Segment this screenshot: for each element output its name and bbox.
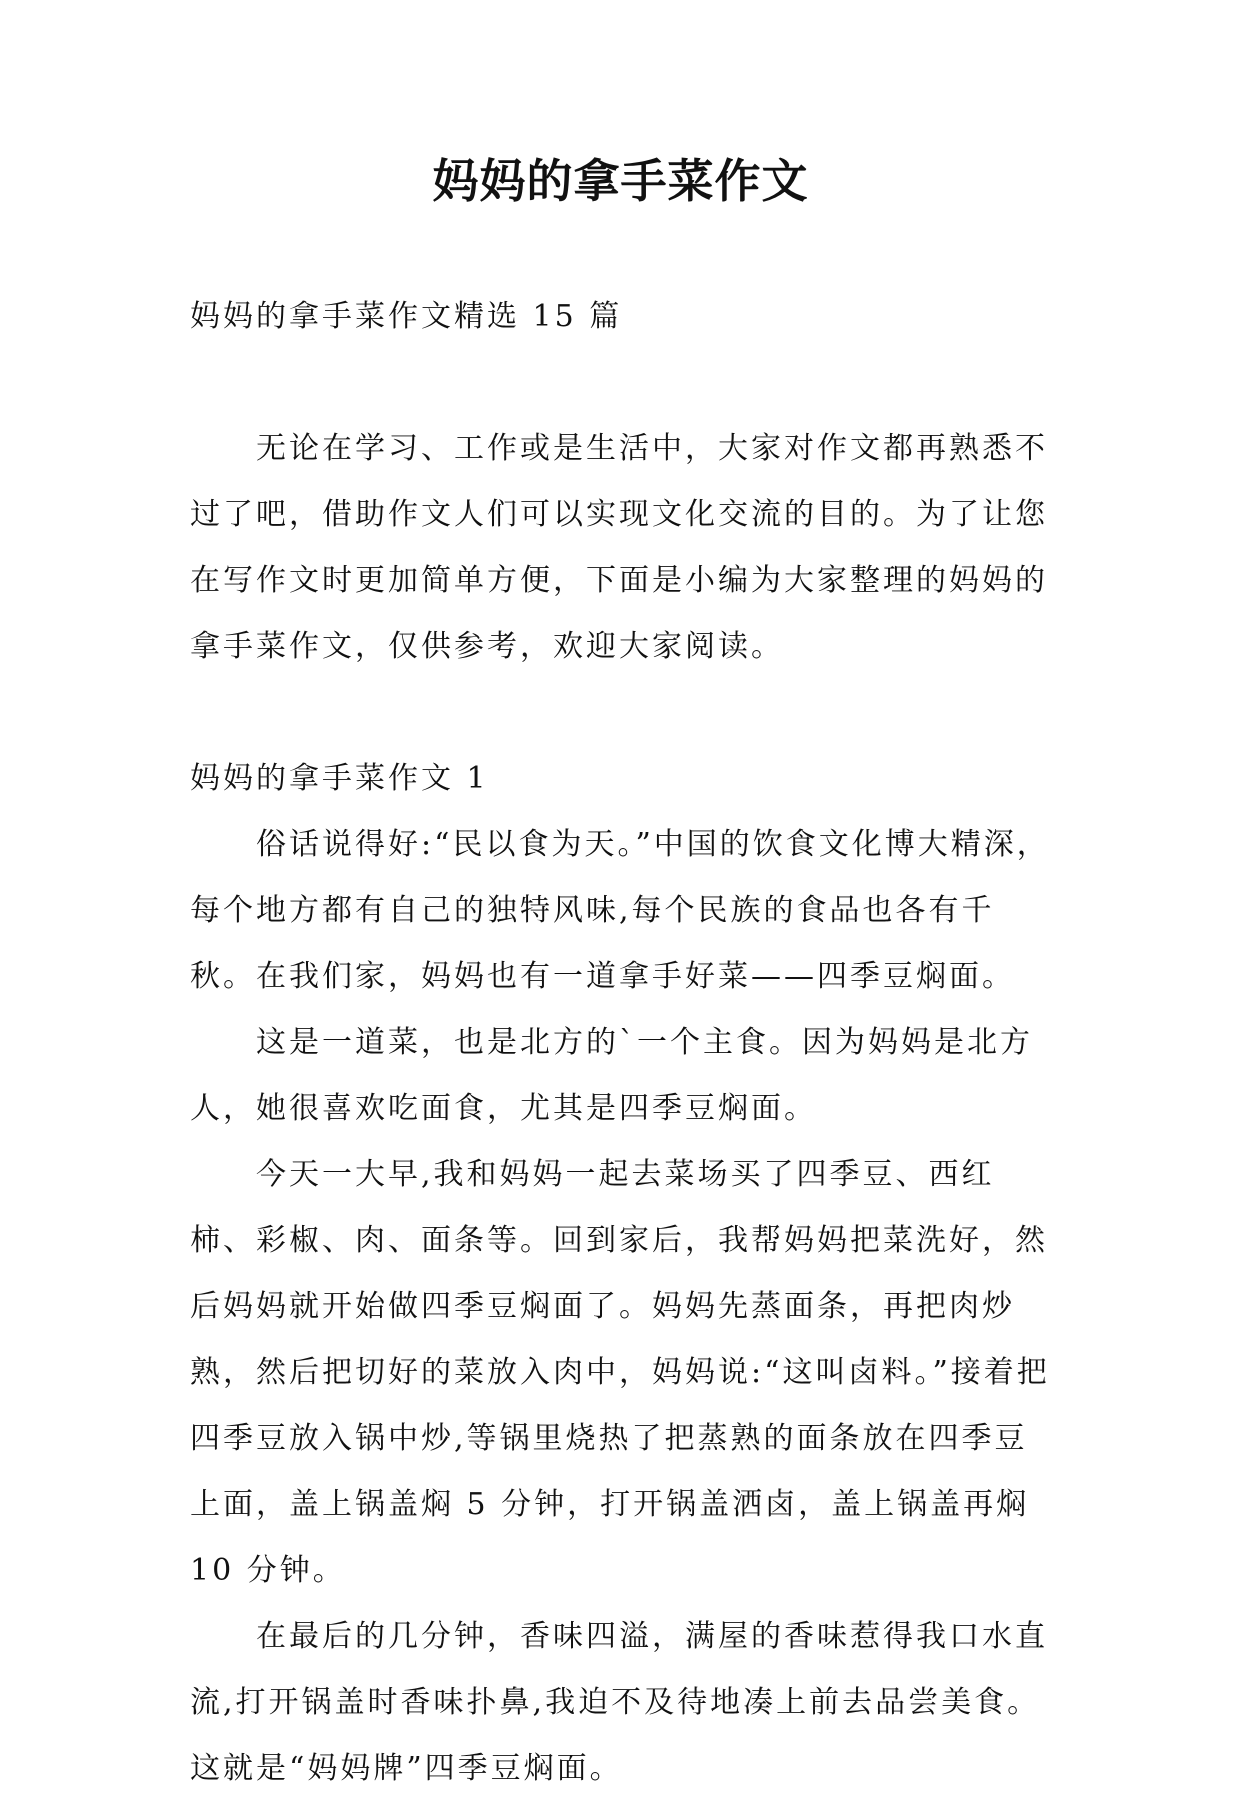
document-title: 妈妈的拿手菜作文 [432, 154, 809, 208]
document-subtitle: 妈妈的拿手菜作文精选 15 篇 [190, 299, 623, 334]
section-heading: 妈妈的拿手菜作文 1 [190, 761, 489, 796]
body-paragraph: 在最后的几分钟，香味四溢，满屋的香味惹得我口水直流,打开锅盖时香味扑鼻,我迫不及待地凑上前去品尝美食。这就是“妈妈牌”四季豆焖面。 [190, 1619, 1048, 1786]
body-paragraph: 俗话说得好:“民以食为天。”中国的饮食文化博大精深，每个地方都有自己的独特风味,每个民族的食品也各有千秋。在我们家，妈妈也有一道拿手好菜——四季豆焖面。 [190, 827, 1050, 994]
body-paragraph: 这是一道菜，也是北方的`一个主食。因为妈妈是北方人，她很喜欢吃面食，尤其是四季豆焖面。 [190, 1025, 1033, 1126]
intro-paragraph: 无论在学习、工作或是生活中，大家对作文都再熟悉不过了吧，借助作文人们可以实现文化交流的目的。为了让您在写作文时更加简单方便，下面是小编为大家整理的妈妈的拿手菜作文，仅供参考，欢迎大家阅读。 [190, 431, 1048, 664]
document-body [190, 284, 1060, 1802]
body-paragraph: 今天一大早,我和妈妈一起去菜场买了四季豆、西红柿、彩椒、肉、面条等。回到家后，我帮妈妈把菜洗好，然后妈妈就开始做四季豆焖面了。妈妈先蒸面条，再把肉炒熟，然后把切好的菜放入肉中，妈妈说:“这叫卤料。”接着把四季豆放入锅中炒,等锅里烧热了把蒸熟的面条放在四季豆上面，盖上锅盖焖 5 分钟，打开锅盖洒卤，盖上锅盖再焖 10 分钟。 [190, 1157, 1050, 1588]
